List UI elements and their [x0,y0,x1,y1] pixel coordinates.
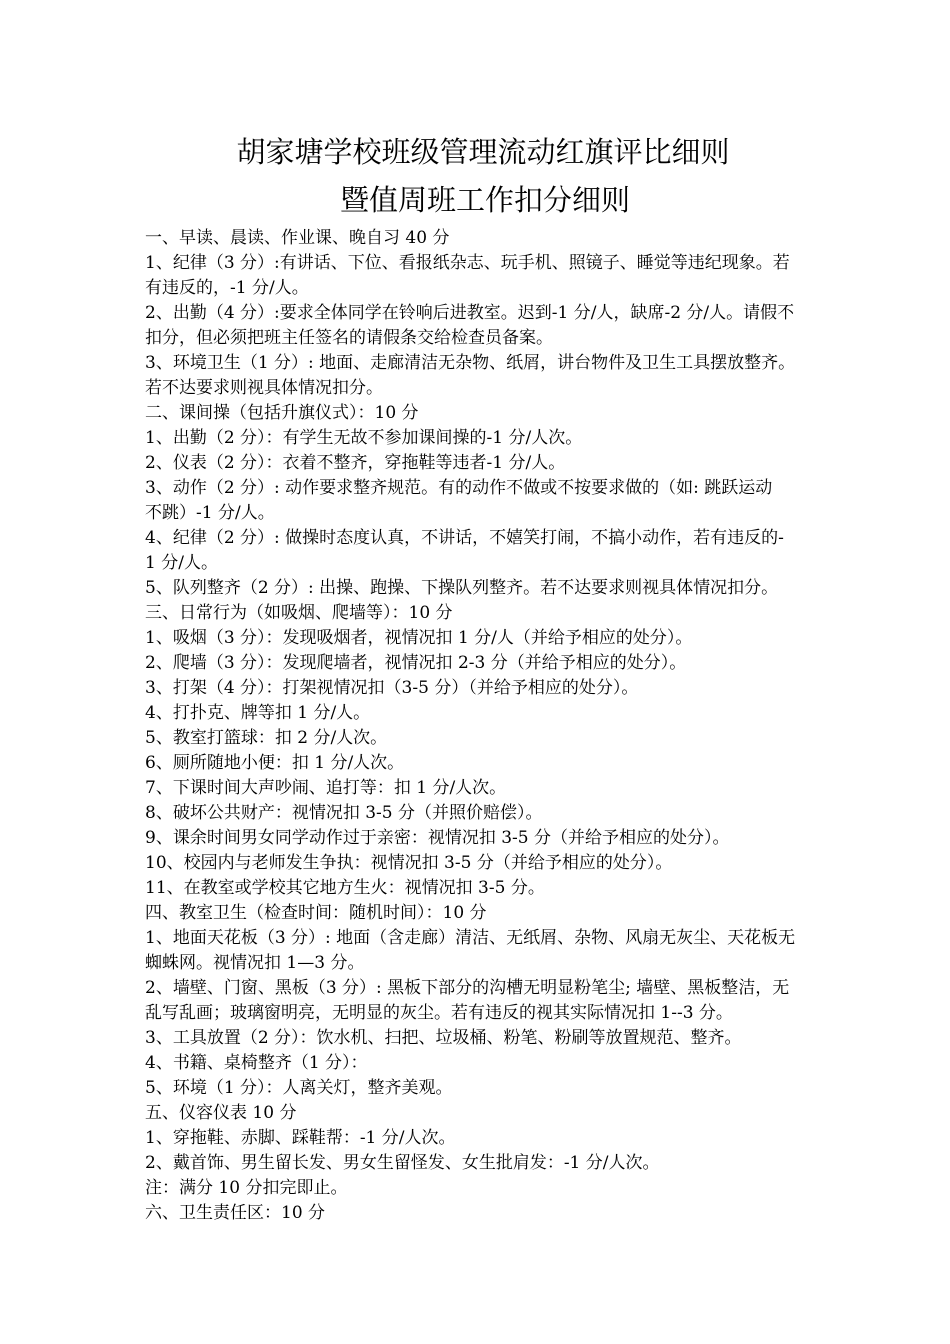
text-line: 二、课间操（包括升旗仪式）：10 分 [145,403,419,423]
text-line: 6、厕所随地小便：扣 1 分/人次。 [145,753,405,773]
text-line: 5、环境（1 分）：人离关灯，整齐美观。 [145,1078,453,1098]
text-line: 一、早读、晨读、作业课、晚自习 40 分 [145,228,450,248]
text-line: 乱写乱画；玻璃窗明亮，无明显的灰尘。若有违反的视其实际情况扣 1--3 分。 [145,1003,733,1023]
text-line: 有违反的，-1 分/人。 [145,278,309,298]
text-line: 4、纪律（2 分）: 做操时态度认真，不讲话，不嬉笑打闹，不搞小动作，若有违反的- [145,528,784,548]
text-line: 10、校园内与老师发生争执：视情况扣 3-5 分（并给予相应的处分）。 [145,853,673,873]
text-line: 1、地面天花板（3 分）: 地面（含走廊）清洁、无纸屑、杂物、风扇无灰尘、天花板无 [145,928,796,948]
rules-body [145,226,825,1226]
text-line: 5、教室打篮球：扣 2 分/人次。 [145,728,388,748]
text-line: 1、纪律（3 分）:有讲话、下位、看报纸杂志、玩手机、照镜子、睡觉等违纪现象。若 [145,253,790,273]
text-line: 蜘蛛网。视情况扣 1—3 分。 [145,953,365,973]
text-line: 若不达要求则视具体情况扣分。 [145,378,383,398]
text-line: 1、吸烟（3 分）：发现吸烟者，视情况扣 1 分/人（并给予相应的处分）。 [145,628,693,648]
text-line: 2、仪表（2 分）：衣着不整齐，穿拖鞋等违者-1 分/人。 [145,453,566,473]
document-title: 胡家塘学校班级管理流动红旗评比细则 [236,135,730,169]
text-line: 六、卫生责任区：10 分 [145,1203,326,1223]
text-line: 4、书籍、桌椅整齐（1 分）： [145,1053,368,1073]
text-line: 2、墙壁、门窗、黑板（3 分）: 黑板下部分的沟槽无明显粉笔尘; 墙壁、黑板整洁，无 [145,978,790,998]
text-line: 2、戴首饰、男生留长发、男女生留怪发、女生批肩发：-1 分/人次。 [145,1153,660,1173]
text-line: 3、环境卫生（1 分）: 地面、走廊清洁无杂物、纸屑，讲台物件及卫生工具摆放整齐。 [145,353,796,373]
text-line: 9、课余时间男女同学动作过于亲密：视情况扣 3-5 分（并给予相应的处分）。 [145,828,730,848]
text-line: 5、队列整齐（2 分）: 出操、跑操、下操队列整齐。若不达要求则视具体情况扣分。 [145,578,779,598]
text-line: 四、教室卫生（检查时间：随机时间）：10 分 [145,903,487,923]
text-line: 2、出勤（4 分）:要求全体同学在铃响后进教室。迟到-1 分/人，缺席-2 分/人。请假不 [145,303,795,323]
text-line: 五、仪容仪表 10 分 [145,1103,297,1123]
text-line: 注：满分 10 分扣完即止。 [145,1178,348,1198]
text-line: 7、下课时间大声吵闹、追打等：扣 1 分/人次。 [145,778,507,798]
text-line: 3、工具放置（2 分）：饮水机、扫把、垃圾桶、粉笔、粉刷等放置规范、整齐。 [145,1028,742,1048]
text-line: 2、爬墙（3 分）：发现爬墙者，视情况扣 2-3 分（并给予相应的处分）。 [145,653,687,673]
text-line: 1、穿拖鞋、赤脚、踩鞋帮：-1 分/人次。 [145,1128,456,1148]
text-line: 4、打扑克、牌等扣 1 分/人。 [145,703,371,723]
text-line: 不跳）-1 分/人。 [145,503,275,523]
text-line: 1、出勤（2 分）：有学生无故不参加课间操的-1 分/人次。 [145,428,583,448]
document [145,128,825,1226]
text-line: 11、在教室或学校其它地方生火：视情况扣 3-5 分。 [145,878,545,898]
text-line: 扣分，但必须把班主任签名的请假条交给检查员备案。 [145,328,553,348]
text-line: 三、日常行为（如吸烟、爬墙等）：10 分 [145,603,453,623]
text-line: 8、破坏公共财产：视情况扣 3-5 分（并照价赔偿）。 [145,803,543,823]
text-line: 3、打架（4 分）：打架视情况扣（3-5 分）（并给予相应的处分）。 [145,678,639,698]
text-line: 1 分/人。 [145,553,218,573]
text-line: 3、动作（2 分）: 动作要求整齐规范。有的动作不做或不按要求做的（如: 跳跃运动 [145,478,773,498]
document-subtitle: 暨值周班工作扣分细则 [339,183,630,217]
